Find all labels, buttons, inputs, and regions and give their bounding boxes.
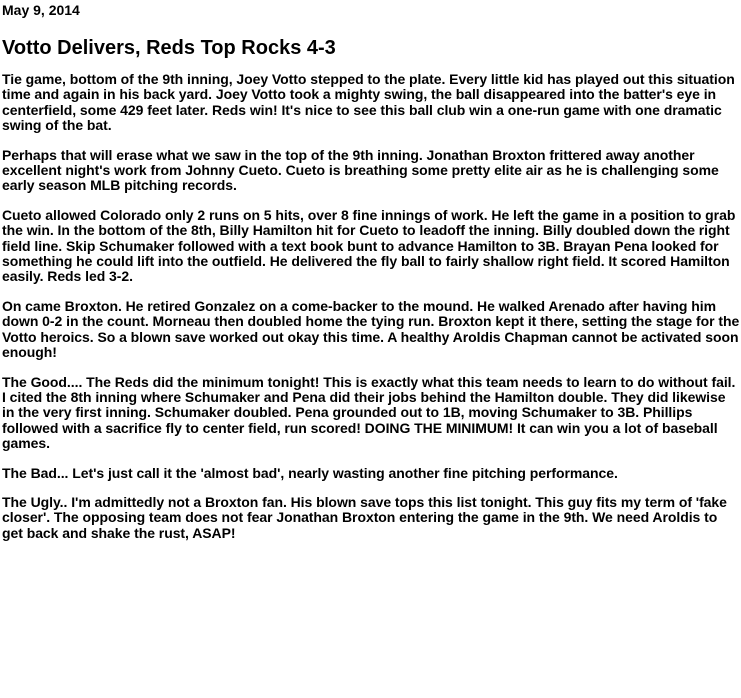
body-paragraph: Perhaps that will erase what we saw in the top of the 9th inning. Jonathan Broxton frittered away another excellent night's work from Johnny Cueto. Cueto is breathing some pretty elite air as he is challenging some early season MLB pitching records.: [2, 146, 719, 194]
post-title: Votto Delivers, Reds Top Rocks 4-3: [2, 37, 336, 59]
body-paragraph-the-good: The Good.... The Reds did the minimum tonight! This is exactly what this team needs to learn to do without fail. I cited the 8th inning where Schumaker and Pena did their jobs behind the Hamilton double. They did likewise in the very first inning. Schumaker doubled. Pena grounded out to 1B, moving Schumaker to 3B. Phillips followed with a sacrifice fly to center field, run scored! DOING THE MINIMUM! It can win you a lot of baseball games.: [2, 373, 736, 452]
body-paragraph-the-bad: The Bad... Let's just call it the 'almost bad', nearly wasting another fine pitching performance.: [2, 464, 618, 481]
body-paragraph-the-ugly: The Ugly.. I'm admittedly not a Broxton fan. His blown save tops this list tonight. This guy fits my term of 'fake closer'. The opposing team does not fear Jonathan Broxton entering the game in the 9th. We need Aroldis to get back and shake the rust, ASAP!: [2, 493, 727, 541]
post-body: [2, 72, 740, 555]
body-paragraph: On came Broxton. He retired Gonzalez on a come-backer to the mound. He walked Arenado after having him down 0-2 in the count. Morneau then doubled home the tying run. Broxton kept it there, setting the stage for the Votto heroics. So a blown save worked out okay this time. A healthy Aroldis Chapman cannot be activated soon enough!: [2, 297, 740, 361]
body-paragraph: Tie game, bottom of the 9th inning, Joey Votto stepped to the plate. Every little kid has played out this situation time and again in his back yard. Joey Votto took a mighty swing, the ball disappeared into the batter's eye in centerfield, some 429 feet later. Reds win! It's nice to see this ball club win a one-run game with one dramatic swing of the bat.: [2, 71, 735, 134]
body-paragraph: Cueto allowed Colorado only 2 runs on 5 hits, over 8 fine innings of work. He left the game in a position to grab the win. In the bottom of the 8th, Billy Hamilton hit for Cueto to leadoff the inning. Billy doubled down the right field line. Skip Schumaker followed with a text book bunt to advance Hamilton to 3B. Brayan Pena looked for something he could lift into the outfield. He delivered the fly ball to fairly shallow right field. It scored Hamilton easily. Reds led 3-2.: [2, 206, 736, 285]
post-date: May 9, 2014: [2, 2, 80, 18]
